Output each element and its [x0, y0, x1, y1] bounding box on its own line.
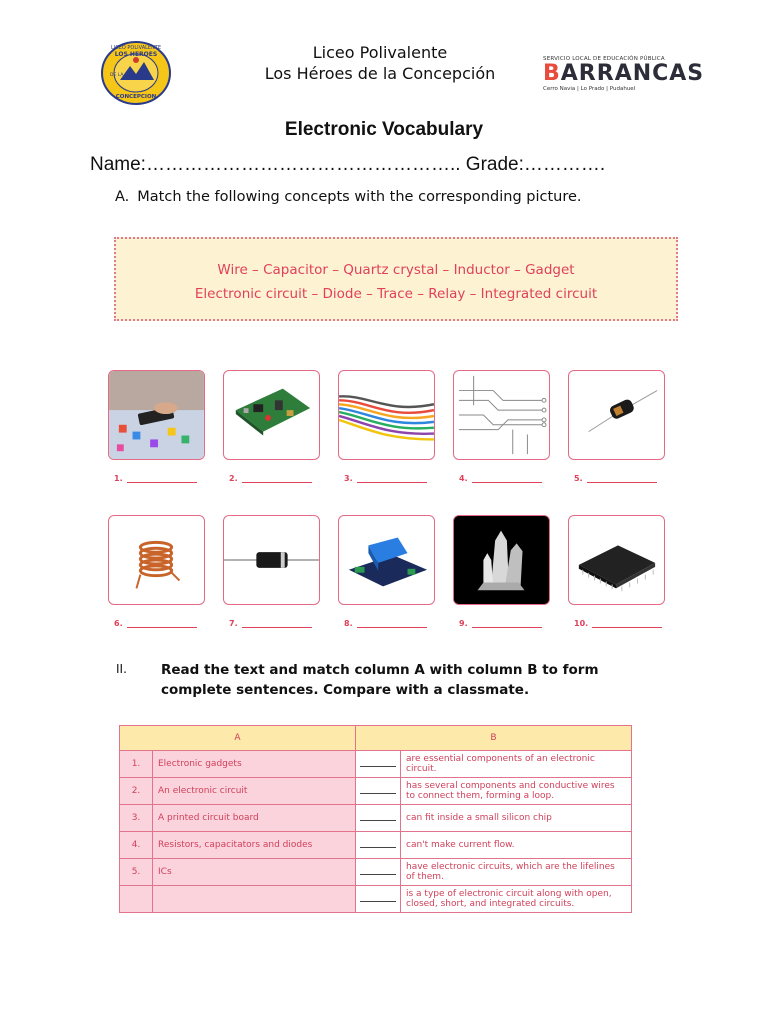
row-number: [120, 886, 153, 913]
blank-3-number: 3.: [344, 474, 353, 483]
school-logo: [100, 40, 172, 106]
quartz-crystal-icon: [454, 516, 549, 604]
row-number: 5.: [120, 859, 153, 886]
row-number: 4.: [120, 832, 153, 859]
table-row: [120, 751, 632, 778]
logo-side-text: DE LA: [110, 73, 124, 78]
section-a-text: Match the following concepts with the corresponding picture.: [137, 189, 582, 205]
column-b-cell: can fit inside a small silicon chip: [401, 805, 632, 832]
partner-wordmark-rest: ARRANCAS: [560, 61, 705, 86]
word-bank-line2: Electronic circuit – Diode – Trace – Relay – Integrated circuit: [194, 286, 598, 302]
picture-card-1: [108, 370, 205, 460]
page-title: Electronic Vocabulary: [284, 119, 484, 140]
column-b-cell: can't make current flow.: [401, 832, 632, 859]
section-b-instruction: Read the text and match column A with column B to form complete sentences. Compare with a classmate.: [161, 662, 599, 698]
blank-5[interactable]: [574, 474, 657, 483]
blank-10-number: 10.: [574, 619, 589, 628]
table-row: [120, 886, 632, 913]
inductor-coil-icon: [109, 516, 204, 604]
picture-card-10: [568, 515, 665, 605]
blank-1-number: 1.: [114, 474, 123, 483]
picture-card-5: [568, 370, 665, 460]
row-number: 3.: [120, 805, 153, 832]
picture-card-9: [453, 515, 550, 605]
school-name-line1: Liceo Polivalente: [312, 43, 448, 62]
column-a-cell: [153, 886, 356, 913]
circuit-board-icon: [224, 371, 319, 459]
picture-card-2: [223, 370, 320, 460]
column-a-header: A: [120, 726, 356, 751]
partner-wordmark: [543, 62, 723, 86]
table-row: [120, 859, 632, 886]
column-b-cell: has several components and conductive wires to connect them, forming a loop.: [401, 778, 632, 805]
school-name-line2: Los Héroes de la Concepción: [264, 64, 496, 83]
column-b-header: B: [356, 726, 632, 751]
blank-7[interactable]: [229, 619, 312, 628]
table-row: [120, 805, 632, 832]
column-a-cell: A printed circuit board: [153, 805, 356, 832]
word-bank: [114, 237, 678, 321]
traces-icon: [454, 371, 549, 459]
answer-blank[interactable]: [356, 778, 401, 805]
answer-blank[interactable]: [356, 886, 401, 913]
smartphone-apps-icon: [109, 371, 204, 459]
blank-2[interactable]: [229, 474, 312, 483]
blank-6-number: 6.: [114, 619, 123, 628]
answer-blank[interactable]: [356, 832, 401, 859]
blank-8[interactable]: [344, 619, 427, 628]
section-b-number: II.: [116, 662, 127, 676]
table-row: [120, 778, 632, 805]
partner-tagline: Cerro Navia | Lo Prado | Pudahuel: [543, 86, 636, 92]
picture-card-7: [223, 515, 320, 605]
answer-blank[interactable]: [356, 859, 401, 886]
relay-icon: [339, 516, 434, 604]
blank-5-number: 5.: [574, 474, 583, 483]
blank-3[interactable]: [344, 474, 427, 483]
wires-icon: [339, 371, 434, 459]
word-bank-line1: Wire – Capacitor – Quartz crystal – Inductor – Gadget: [217, 262, 575, 278]
section-a-letter: A.: [115, 189, 130, 205]
answer-blank[interactable]: [356, 805, 401, 832]
blank-1[interactable]: [114, 474, 197, 483]
blank-2-number: 2.: [229, 474, 238, 483]
column-a-cell: Resistors, capacitators and diodes: [153, 832, 356, 859]
logo-top-text: LICEO POLIVALENTE: [110, 45, 162, 51]
blank-7-number: 7.: [229, 619, 238, 628]
blank-10[interactable]: [574, 619, 662, 628]
name-grade-line: Name:………………………………………….. Grade:………….: [90, 154, 606, 175]
partner-wordmark-first: B: [543, 61, 561, 86]
picture-card-8: [338, 515, 435, 605]
blank-4-number: 4.: [459, 474, 468, 483]
row-number: 2.: [120, 778, 153, 805]
picture-card-6: [108, 515, 205, 605]
column-b-cell: are essential components of an electronic circuit.: [401, 751, 632, 778]
blank-9[interactable]: [459, 619, 542, 628]
blank-4[interactable]: [459, 474, 542, 483]
table-header-row: [120, 726, 632, 751]
column-b-cell: is a type of electronic circuit along with open, closed, short, and integrated circuits.: [401, 886, 632, 913]
logo-main-text: LOS HEROES: [114, 51, 158, 58]
answer-blank[interactable]: [356, 751, 401, 778]
picture-card-3: [338, 370, 435, 460]
table-row: [120, 832, 632, 859]
blank-6[interactable]: [114, 619, 197, 628]
section-a-instruction: [115, 189, 582, 205]
partner-subtitle: SERVICIO LOCAL DE EDUCACIÓN PÚBLICA: [543, 56, 665, 62]
row-number: 1.: [120, 751, 153, 778]
picture-card-4: [453, 370, 550, 460]
diode-icon: [224, 516, 319, 604]
blank-8-number: 8.: [344, 619, 353, 628]
column-a-cell: ICs: [153, 859, 356, 886]
capacitor-icon: [569, 371, 664, 459]
column-b-cell: have electronic circuits, which are the lifelines of them.: [401, 859, 632, 886]
matching-table: [119, 725, 632, 913]
column-a-cell: An electronic circuit: [153, 778, 356, 805]
column-a-cell: Electronic gadgets: [153, 751, 356, 778]
logo-bottom-text: CONCEPCION: [115, 94, 157, 100]
blank-9-number: 9.: [459, 619, 468, 628]
school-name: [180, 42, 580, 84]
integrated-circuit-icon: [569, 516, 664, 604]
partner-logo: [543, 56, 723, 92]
